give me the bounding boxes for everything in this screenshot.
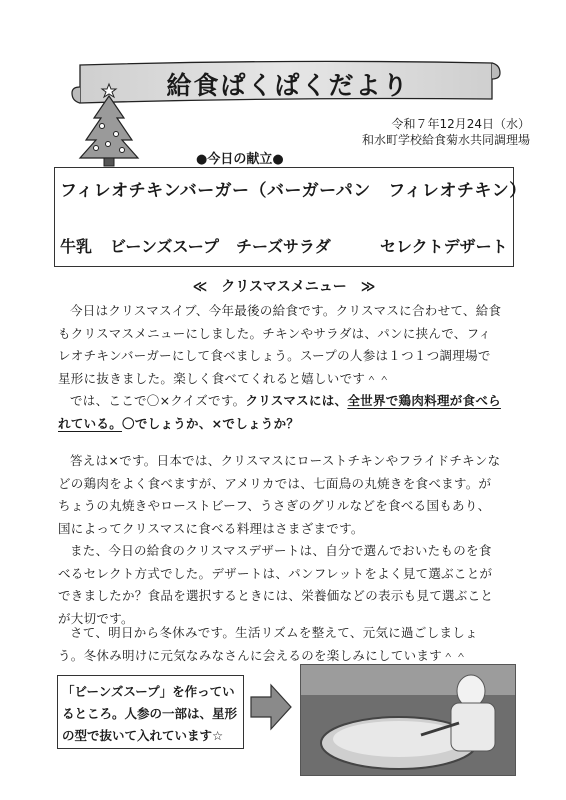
paragraph-holiday — [58, 622, 503, 667]
paragraph-intro — [58, 300, 503, 390]
school-name: 和水町学校給食菊水共同調理場 — [361, 133, 530, 147]
menu-item-soup: ビーンズスープ — [110, 237, 219, 256]
paragraph-answer-text: 答えは×です。日本では、クリスマスにローストチキンやフライドチキンなどの鶏肉をよく食べますが、アメリカでは、七面鳥の丸焼きを食べます。がちょうの丸焼きやローストビーフ、うさぎのグリルなどを食べる国もあり、国によってクリスマスに食べる料理はさまざまです。 — [58, 453, 501, 536]
paragraph-answer — [58, 450, 503, 540]
quiz-text-a: クリスマスには、 — [245, 393, 348, 408]
menu-main-dish: フィレオチキンバーガー（バーガーパン フィレオチキン） — [60, 181, 527, 201]
quiz-text-b: 全世界で鶏肉料理が食べられている。 — [58, 393, 501, 431]
menu-item-dessert: セレクトデザート — [380, 237, 508, 256]
quiz-text-c: 〇でしょうか、×でしょうか？ — [122, 415, 300, 431]
paragraph-intro-text: 今日はクリスマスイブ、今年最後の給食です。クリスマスに合わせて、給食もクリスマスメニューにしました。チキンやサラダは、パンに挟んで、フィレオチキンバーガーにして食べましょう。スープの人参は１つ１つ調理場で星形に抜きました。楽しく食べてくれると嬉しいです＾＾ — [58, 303, 502, 386]
cooking-photo-illustration — [301, 665, 515, 775]
menu-item-salad: チーズサラダ — [236, 237, 331, 256]
cooking-photo — [300, 664, 516, 776]
section-title: ≪ クリスマスメニュー ≫ — [192, 279, 376, 295]
quiz-lead: では、ここで〇×クイズです。 — [70, 393, 246, 408]
menu-item-milk: 牛乳 — [60, 237, 93, 256]
menu-heading: ●今日の献立● — [196, 152, 284, 167]
photo-caption: 「ビーンズスープ」を作っているところ。人参の一部は、星形の型で抜いて入れています☆ — [62, 684, 238, 743]
paragraph-dessert-text: また、今日の給食のクリスマスデザートは、自分で選んでおいたものを食べるセレクト方式でした。デザートは、パンフレットをよく見て選ぶことができましたか？食品を選択するときには、栄養価などの表示も見て選ぶことが大切です。 — [58, 543, 494, 626]
paragraph-dessert — [58, 540, 503, 630]
right-arrow-icon — [249, 683, 293, 731]
newsletter-title: 給食ぱくぱくだより — [166, 71, 410, 100]
paragraph-quiz — [58, 390, 503, 435]
issue-date: 令和７年12月24日（水） — [391, 117, 530, 131]
paragraph-holiday-text: さて、明日から冬休みです。生活リズムを整えて、元気に過ごしましょう。冬休み明けに元気なみなさんに会えるのを楽しみにしています＾＾ — [58, 625, 478, 663]
christmas-tree-icon — [74, 78, 144, 168]
